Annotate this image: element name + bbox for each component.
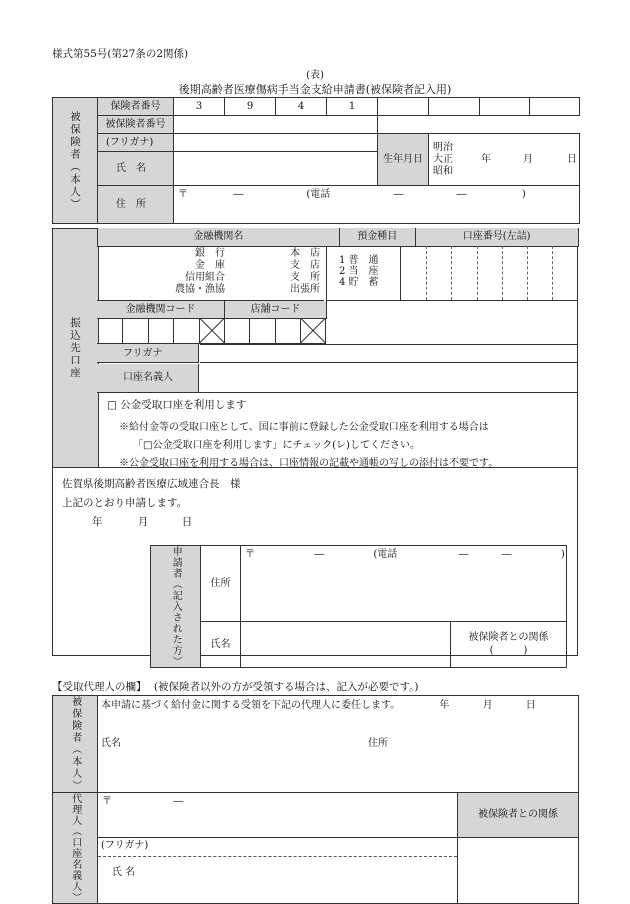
inst-type-shinkin[interactable]: 金 庫 (195, 260, 225, 271)
apply-phone-dash-2: ― (501, 549, 512, 560)
insured-furigana-field[interactable] (174, 134, 378, 152)
agent-name-label: 氏 名 (112, 867, 136, 879)
insured-number-label: 被保険者番号 (98, 116, 174, 134)
postal-mark: 〒 (178, 189, 188, 200)
agent-insured-label: 被保険者（本人） (53, 696, 98, 793)
form-title: 後期高齢者医療傷病手当金支給申請書(被保険者記入用) (178, 83, 452, 96)
inst-name-header: 金融機関名 (98, 228, 340, 247)
deposit-account-headers (339, 228, 578, 247)
agent-relation-label: 被保険者との関係 (458, 793, 579, 838)
public-account-note-2: 「□公金受取口座を利用します」にチェック(レ)してください。 (133, 440, 420, 451)
applicant-relation-label: 被保険者との関係 (468, 632, 549, 644)
inst-type-credit[interactable]: 信用組合 (185, 272, 225, 283)
insurer-digit-1[interactable]: 3 (174, 98, 225, 116)
birthdate-field[interactable] (429, 134, 580, 186)
agent-heading-title: 【受取代理人の欄】 (52, 681, 147, 693)
phone-dash-1: ― (393, 189, 404, 200)
deposit-ordinary[interactable]: 1 普 通 (339, 255, 379, 266)
applicant-relation-blank[interactable]: ( ) (489, 645, 528, 657)
insured-address-label: 住 所 (98, 186, 174, 224)
branch-type-sub[interactable]: 出張所 (290, 284, 320, 295)
applicant-label: 申請者（記入された方） (151, 546, 201, 668)
agent-relation-field[interactable] (458, 838, 579, 904)
insured-furigana-label: (フリガナ) (98, 134, 174, 152)
public-account-note-3: ※公金受取口座を利用する場合は、口座情報の記載や通帳の写しの添付は不要です。 (119, 458, 499, 469)
code-boxes-svg (97, 318, 326, 343)
birth-day-unit: 日 (567, 153, 577, 165)
insured-address-field[interactable] (174, 186, 580, 224)
apply-phone-label: (電話 (373, 549, 398, 560)
branch-type-office[interactable]: 支 所 (290, 272, 320, 283)
agent-label: 代理人（口座名義人） (53, 793, 98, 904)
account-holder-field[interactable] (200, 364, 578, 392)
insured-section-label: 被保険者（本人） (53, 98, 98, 224)
insurer-digit-6[interactable] (429, 98, 480, 116)
insured-name-label: 氏 名 (98, 152, 174, 186)
applicant-address-label: 住所 (201, 546, 241, 622)
insurer-number-label: 保険者番号 (98, 98, 174, 116)
era-meiji[interactable]: 明治 (433, 141, 453, 153)
agent-table (52, 695, 579, 904)
phone-label: (電話 (306, 189, 331, 200)
account-number-field[interactable] (401, 246, 578, 300)
agent-heading (52, 679, 418, 694)
insurer-digit-3[interactable]: 4 (276, 98, 327, 116)
apply-year-unit: 年 (92, 516, 103, 528)
inst-code-label: 金融機関コード (97, 301, 225, 319)
delegation-text: 本申請に基づく給付金に関する受領を下記の代理人に委任します。 (101, 700, 401, 711)
applicant-name-label: 氏名 (201, 621, 241, 667)
account-holder-label: 口座名義人 (97, 364, 199, 392)
phone-close: ) (521, 189, 526, 200)
agent-postal-dash: ― (173, 796, 184, 807)
public-account-note-1: ※給付金等の受取口座として、国に事前に登録した公金受取口座を利用する場合は (119, 422, 489, 433)
form-side-label: (表) (306, 70, 324, 81)
apply-phone-dash-1: ― (458, 549, 469, 560)
bank-furigana-field[interactable] (200, 344, 578, 363)
branch-type-branch[interactable]: 支 店 (290, 260, 320, 271)
form-number: 様式第55号(第27条の2関係) (52, 48, 189, 60)
deposit-type-header: 預金種目 (340, 228, 416, 246)
era-showa[interactable]: 昭和 (433, 165, 453, 177)
birth-month-unit: 月 (523, 153, 533, 165)
insurer-digit-8[interactable] (530, 98, 580, 116)
applicant-table (150, 545, 567, 668)
apply-postal-dash: ― (314, 549, 325, 560)
deposit-savings[interactable]: 4 貯 蓄 (339, 277, 379, 288)
insurer-digit-2[interactable]: 9 (225, 98, 276, 116)
inst-type-agri[interactable]: 農協・漁協 (175, 284, 225, 295)
inst-type-bank[interactable]: 銀 行 (195, 248, 225, 259)
bank-furigana-label: フリガナ (97, 344, 199, 363)
agent-postal-mark: 〒 (102, 796, 112, 807)
apply-phone-close: ) (560, 549, 565, 560)
delegation-month-unit: 月 (482, 700, 493, 711)
addressee: 佐賀県後期高齢者医療広域連合長 様 (62, 478, 241, 490)
account-number-header: 口座番号(左詰) (416, 228, 578, 246)
birthdate-label: 生年月日 (378, 134, 429, 186)
application-statement: 上記のとおり申請します。 (62, 497, 188, 509)
agent-furigana-label: (フリガナ) (101, 840, 149, 852)
inst-code-boxes[interactable] (97, 318, 326, 344)
agent-name-field[interactable] (98, 838, 458, 904)
insurer-digit-7[interactable] (480, 98, 530, 116)
delegator-address-label: 住所 (368, 738, 388, 749)
branch-code-label: 店舗コード (225, 301, 327, 319)
delegation-day-unit: 日 (525, 700, 536, 711)
public-account-checkbox[interactable]: □ 公金受取口座を利用します (107, 399, 247, 411)
insured-number-field[interactable] (174, 116, 378, 134)
deposit-type-field[interactable] (326, 246, 401, 300)
postal-dash: ― (233, 189, 244, 200)
applicant-relation-field[interactable] (451, 621, 567, 667)
apply-postal-mark: 〒 (245, 549, 255, 560)
apply-month-unit: 月 (137, 516, 149, 528)
applicant-address-field[interactable] (241, 546, 567, 622)
apply-day-unit: 日 (181, 516, 193, 528)
bank-table (97, 228, 578, 247)
delegator-name-label: 氏名 (101, 738, 121, 749)
insured-table (52, 97, 580, 224)
deposit-current[interactable]: 2 当 座 (339, 266, 379, 277)
delegation-field[interactable] (98, 696, 579, 793)
insured-name-field[interactable] (174, 152, 378, 186)
application-date[interactable] (92, 514, 192, 529)
insurer-digit-4[interactable]: 1 (327, 98, 378, 116)
agent-address-field[interactable] (98, 793, 458, 838)
era-taisho[interactable]: 大正 (433, 153, 453, 165)
insurer-digit-5[interactable] (378, 98, 429, 116)
phone-dash-2: ― (456, 189, 467, 200)
bank-section-label: 振込先口座 (53, 229, 99, 467)
inst-name-field[interactable] (97, 246, 324, 301)
applicant-name-field[interactable] (241, 621, 451, 667)
delegation-year-unit: 年 (439, 700, 450, 711)
birth-year-unit: 年 (481, 153, 491, 165)
public-account-area (97, 392, 578, 469)
agent-heading-note: (被保険者以外の方が受領する場合は、記入が必要です。) (153, 681, 419, 693)
branch-type-main[interactable]: 本 店 (290, 248, 320, 259)
